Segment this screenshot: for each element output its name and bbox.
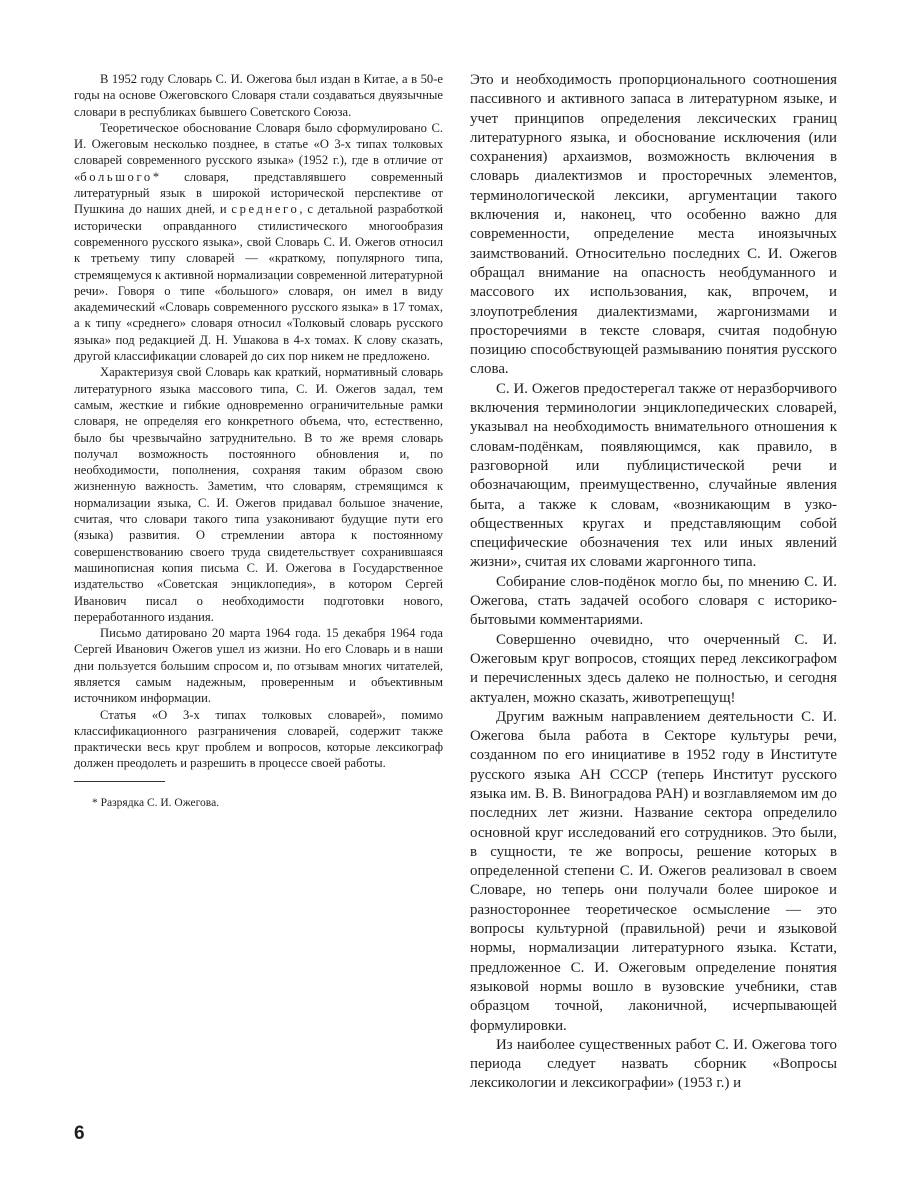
paragraph: В 1952 году Словарь С. И. Ожегова был издан в Китае, а в 50-е годы на основе Ожеговского Словаря стали создаваться двуязычные словари в республиках бывшего Советского Союза. [74,72,443,119]
page-number: 6 [74,1123,85,1144]
footnote-divider [74,781,165,782]
text-run: Теоретическое обоснование Словаря было сформулировано С. И. Ожеговым несколько позднее, в статье «О 3-х типах толковых словарей современного русского языка» (1952 г.), где в отличие от « [74,120,443,184]
text-run: * словаря, представлявшего современный литературный язык в широкой исторической перспективе от Пушкина до наших дней, и [74,169,443,217]
paragraph: Совершенно очевидно, что очерченный С. И. Ожеговым круг вопросов, стоящих перед лексикографом и перечисленных здесь далеко не полностью, и сегодня актуален, можно сказать, животрепещущ! [470,631,837,706]
paragraph: Другим важным направлением деятельности С. И. Ожегова была работа в Секторе культуры речи, созданном по его инициативе в 1952 году в Институте русского языка АН СССР (теперь Институт русского языка им. В. В. Виноградова РАН) и возглавляемом им до последних лет жизни. Название сектора определило основной круг исследований его сотрудников. Это были, в сущности, те же вопросы, решение которых в определенной степени С. И. Ожегов реализовал в своем Словаре, но теперь они получали более широкое и разностороннее теоретическое осмысление — это вопросы культурной (правильной) речи и языковой нормы, нормализации литературного языка. Кстати, предложенное С. И. Ожеговым определение понятия языковой нормы вошло в вузовские учебники, став образцом точной, лаконичной, исчерпывающей формулировки. [470,708,837,1034]
paragraph: Статья «О 3-х типах толковых словарей», помимо классификационного разграничения словарей, содержит также практически весь круг проблем и вопросов, которые лексикограф должен преодолеть и разрешить в процессе своей работы. [74,707,443,771]
text-run: , с детальной разработкой исторически оправданного стилистического многообразия современного русского языка», свой Словарь С. И. Ожегов относил к третьему типу словарей — «краткому, популярного типа, стремящемуся к активной нормализации современной литературной речи». Говоря о типе «большого» словаря, он имел в виду академический «Словарь современного русского языка» в 17 томах, а к типу «среднего» словаря относил «Толковый словарь русского языка» под редакцией Д. Н. Ушакова в 4-х томах. К слову сказать, другой классификации словарей до сих пор никем не предложено. [74,202,443,364]
spaced-emphasis: среднего [231,202,300,217]
paragraph: Это и необходимость пропорционального соотношения пассивного и активного запаса в литературном языке, и учет принципов определения лексических границ литературного языка, и обоснование исключения (или сохранения) архаизмов, возможность включения в словарь диалектизмов и просторечных элементов, терминологической лексики, аргументации такого включения и, наконец, что особенно важно для современности, определение места иноязычных заимствований. Относительно последних С. И. Ожегов обращал внимание на опасность необдуманного и массового их использования, как, впрочем, и злоупотребления диалектизмами, жаргонизмами и просторечиями в тексте словаря, считая подобную позицию способствующей размыванию понятия русского слова. [470,72,837,378]
footnote: * Разрядка С. И. Ожегова. [92,797,220,809]
paragraph: Собирание слов-подёнок могло бы, по мнению С. И. Ожегова, стать задачей особого словаря с историко-бытовыми комментариями. [470,573,837,629]
paragraph: Характеризуя свой Словарь как краткий, нормативный словарь литературного языка массового типа, С. И. Ожегов задал, тем самым, жесткие и гибкие одновременно ограничительные рамки словаря, не определяя его конкретного объема, что, естественно, было бы чрезвычайно затруднительно. В то же время словарь получал возможность постоянного обновления и, по необходимости, пополнения, сохраняя таким образом свою жизненную важность. Заметим, что словарям, стремящимся к нормализации языка, С. И. Ожегов придавал большое значение, считая, что словари такого типа узаконивают будущие пути его (языка) развития. О стремлении автора к постоянному совершенствованию своего труда свидетельствует сохранившаяся машинописная копия письма С. И. Ожегова в Государственное издательство «Советская энциклопедия», в котором Сергей Иванович писал о необходимости подготовки нового, переработанного издания. [74,365,443,624]
paragraph [74,120,443,364]
paragraph: Письмо датировано 20 марта 1964 года. 15 декабря 1964 года Сергей Иванович Ожегов ушел из жизни. Но его Словарь и в наши дни пользуется большим спросом и, по отзывам многих читателей, является самым надежным, проверенным и объективным источником информации. [74,626,443,706]
spaced-emphasis: большого [80,169,153,184]
paragraph: Из наиболее существенных работ С. И. Ожегова того периода следует назвать сборник «Вопросы лексикологии и лексикографии» (1953 г.) и [470,1036,837,1092]
right-text-column [470,71,837,1094]
left-text-column [74,71,443,772]
paragraph: С. И. Ожегов предостерегал также от неразборчивого включения терминологии энциклопедических словарей, указывал на необходимость внимательного отношения к словам-подёнкам, появляющимся, как правило, в разговорной или публицистической речи и обозначающим, преимущественно, случайные явления быта, а также к словам, «возникающим в узко-общественных кругах и представляющим собой специфические обозначения тех или иных явлений жизни», считая их словами жаргонного типа. [470,380,837,571]
